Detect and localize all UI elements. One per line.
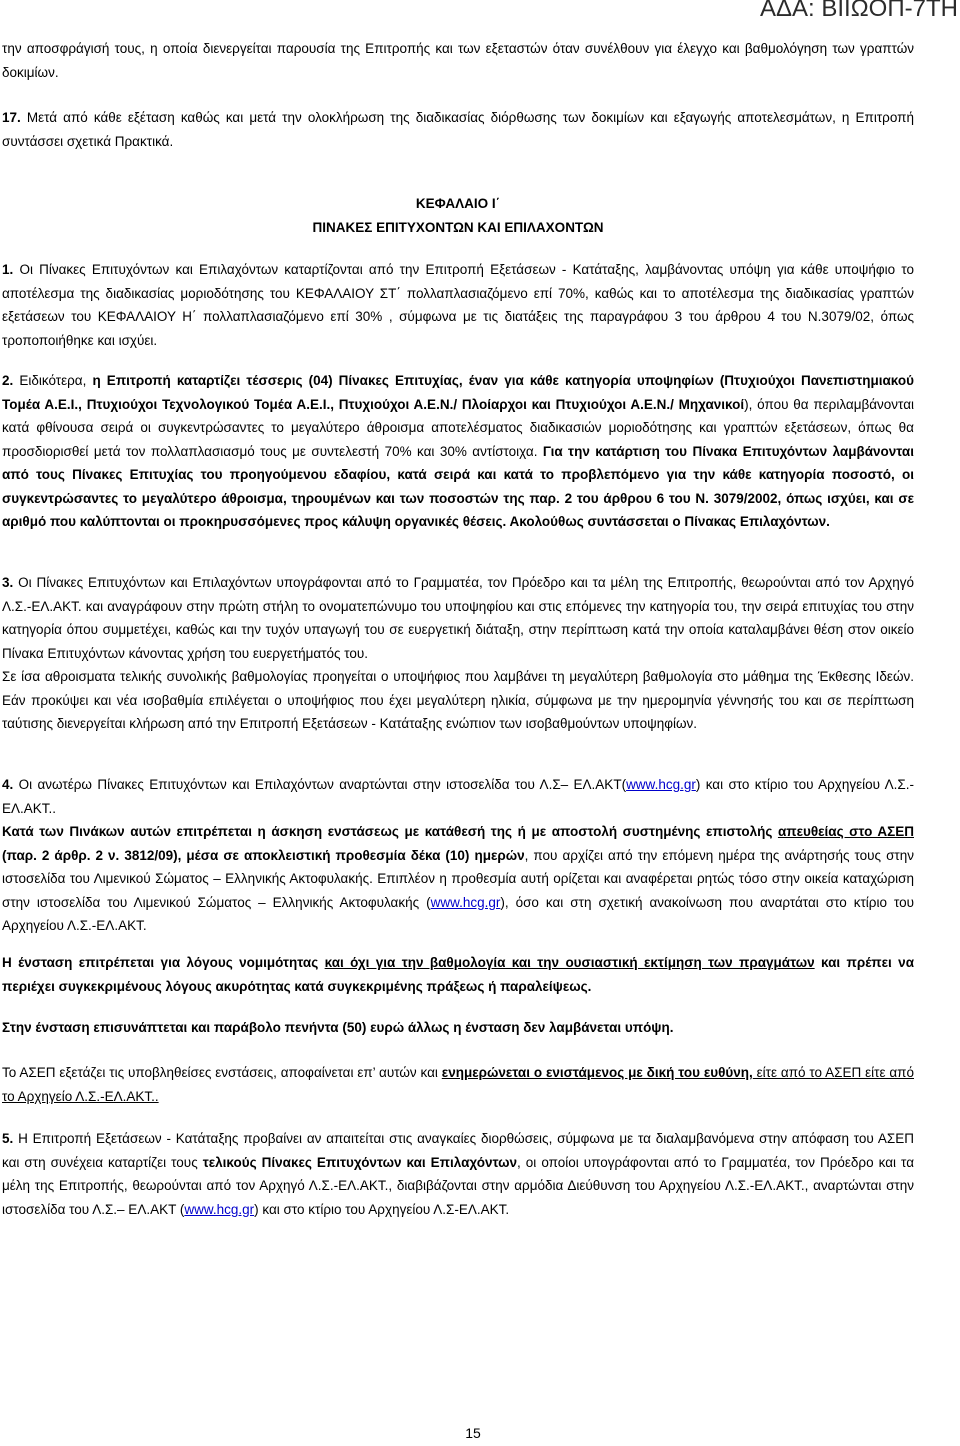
paragraph-4-text-d: ), όσο και στη σχετική ανακοίνωση που αναρτάται στο κτίριο του Αρχηγείου Λ.Σ.-ΕΛ.ΑΚΤ. [2,894,914,933]
paragraph-2-bold-a: η Επιτροπή καταρτίζει τέσσερις (04) Πίνακες Επιτυχίας, έναν για κάθε κατηγορία υποψηφίων (Πτυχιούχοι Πανεπιστημιακού Τομέα Α.Ε.Ι., Πτυχιούχοι Τεχνολογικού Τομέα Α.Ε.Ι., Πτυχιούχοι Α.Ε.Ν./ Πλοίαρχοι και Πτυχιούχοι Α.Ε.Ν./ Μηχανικοί [2,373,914,412]
fee-text: Στην ένσταση επισυνάπτεται και παράβολο πενήντα (50) ευρώ άλλως η ένσταση δεν λαμβάνεται υπόψη. [2,1020,674,1035]
paragraph-4-bold-a: Κατά των Πινάκων αυτών επιτρέπεται η άσκηση ενστάσεως με κατάθεσή της ή με αποστολή συστημένης επιστολής [2,824,778,839]
objection-bold-a: Η ένσταση επιτρέπεται για λόγους νομιμότητας [2,955,325,970]
paragraph-4-bold-underline: απευθείας στο ΑΣΕΠ [777,824,914,839]
paragraph-1-text: Οι Πίνακες Επιτυχόντων και Επιλαχόντων καταρτίζονται από την Επιτροπή Εξετάσεων - Κατάταξης, λαμβάνοντας υπόψη για κάθε υποψήφιο το αποτέλεσμα της διαδικασίας μοριοδότησης του ΚΕΦΑΛΑΙΟΥ ΣΤ΄ πολλαπλασιαζόμενο επί 70%, καθώς και το αποτέλεσμα της διαδικασίας γραπτών εξετάσεων του ΚΕΦΑΛΑΙΟΥ Η΄ πολλαπλασιαζόμενο επί 30% , σύμφωνα με τις διατάξεις της παραγράφου 3 του άρθρου 4 του Ν.3079/02, όπως τροποποιήθηκε και ισχύει. [2,262,914,348]
paragraph-3-number: 3. [2,575,14,590]
objection-bold-b: και πρέπει να περιέχει συγκεκριμένους λόγους ακυρότητας κατά συγκεκριμένης πράξεως ή παραλείψεως. [2,955,914,994]
objection-grounds [2,951,914,998]
paragraph-17 [2,106,914,153]
asep-bold-underline: ενημερώνεται ο ενιστάμενος με δική του ευθύνη, [441,1065,753,1080]
paragraph-2-bold-b: Για την κατάρτιση του Πίνακα Επιτυχόντων λαμβάνονται από τους Πίνακες Επιτυχίας του προηγούμενου εδαφίου, κατά σειρά και κατά το προβλεπόμενο για την κάθε κατηγορία ποσοστό, οι συγκεντρώσαντες το μεγαλύτερο άθροισμα, τηρουμένων και των ποσοστών της παρ. 2 του άρθρου 6 του Ν. 3079/2002, όπως ισχύει, και σε αριθμό που καλύπτονται οι προκηρυσσόμενες προς κάλυψη οργανικές θέσεις. Ακολούθως συντάσσεται ο Πίνακας Επιλαχόντων. [2,443,914,529]
paragraph-3 [2,571,914,736]
ada-header: ΑΔΑ: ΒΙΙΩΟΠ-7ΤΗ [760,0,958,22]
paragraph-3-tiebreak: Σε ίσα αθροισματα τελικής συνολικής βαθμολογίας προηγείται ο υποψήφιος που λαμβάνει τη μεγαλύτερη βαθμολογία στο μάθημα της Έκθεσης Ιδεών. Εάν προκύψει και νέα ισοβαθμία επιλέγεται ο υποψήφιος που έχει μεγαλύτερη ηλικία, σύμφωνα με την ημερομηνία γέννησής του και σε περίπτωση ταύτισης διενεργείται κλήρωση από την Επιτροπή Εξετάσεων - Κατάταξης ενώπιον των ισοβαθμούντων υποψηφίων. [2,669,914,731]
paragraph-1-number: 1. [2,262,14,277]
chapter-heading [2,192,914,239]
paragraph-2-text-b: ), όπου θα περιλαμβάνονται κατά φθίνουσα σειρά οι συγκεντρώσαντες το μεγαλύτερο άθροισμα αποτελέσματος διαδικασιών μοριοδότησης και γραπτών εξετάσεων, όπως θα προσδιορισθεί μετά τον πολλαπλασιασμό τους με συντελεστή 70% και 30% αντίστοιχα. [2,396,914,459]
hcg-link-2[interactable]: www.hcg.gr [430,894,501,910]
paragraph-1 [2,258,914,352]
paragraph-continuation: την αποσφράγισή τους, η οποία διενεργείται παρουσία της Επιτροπής και των εξεταστών όταν συνέλθουν για έλεγχο και βαθμολόγηση των γραπτών δοκιμίων. [2,41,914,80]
paragraph-5-text-a: Η Επιτροπή Εξετάσεων - Κατάταξης προβαίνει αν απαιτείται στις αναγκαίες διορθώσεις, σύμφωνα με τα διαλαμβανόμενα στην απόφαση του ΑΣΕΠ και στη συνέχεια καταρτίζει τους [2,1131,914,1170]
paragraph-4-text-a: Οι ανωτέρω Πίνακες Επιτυχόντων και Επιλαχόντων αναρτώνται στην ιστοσελίδα του Λ.Σ– ΕΛ.ΑΚΤ( [13,777,627,792]
paragraph-5-bold: τελικούς Πίνακες Επιτυχόντων και Επιλαχόντων [202,1154,518,1170]
paragraph-4-number: 4. [2,777,14,792]
paragraph-17-number: 17. [2,110,21,125]
asep-underline: είτε από το ΑΣΕΠ είτε από το Αρχηγείο Λ.Σ.-ΕΛ.ΑΚΤ.. [2,1065,915,1104]
asep-text: Το ΑΣΕΠ εξετάζει τις υποβληθείσες ενστάσεις, αποφαίνεται επ’ αυτών και [2,1065,442,1080]
asep-review [2,1061,914,1108]
page-number: 15 [465,1425,481,1441]
paragraph-4-bold-b: (παρ. 2 άρθρ. 2 ν. 3812/09), μέσα σε αποκλειστική προθεσμία δέκα (10) ημερών [2,847,525,863]
paragraph-2-number: 2. [2,373,14,388]
paragraph-4-main [2,773,914,820]
paragraph-5-number: 5. [2,1131,14,1146]
hcg-link-3[interactable]: www.hcg.gr [184,1201,255,1217]
paragraph-4-objection [2,820,914,938]
paragraph-3-main [2,571,914,665]
paragraph-3-text: Οι Πίνακες Επιτυχόντων και Επιλαχόντων υπογράφονται από το Γραμματέα, τον Πρόεδρο και τα μέλη της Επιτροπής, θεωρούνται από τον Αρχηγό Λ.Σ.-ΕΛ.ΑΚΤ. και αναγράφουν στην πρώτη στήλη το ονοματεπώνυμο του υποψηφίου και στις επόμενες την κατηγορία του, την σειρά επιτυχίας του στην κατηγορία όπου συμμετέχει, καθώς και την τυχόν υπαγωγή του σε ευεργετική διάταξη, στην περίπτωση κατά την οποία καταλαμβάνει θέση στον οικείο Πίνακα Επιτυχόντων κάνοντας χρήση του ευεργετήματός του. [2,575,914,661]
chapter-title: ΚΕΦΑΛΑΙΟ Ι΄ [415,196,501,211]
paragraph-17-text: Μετά από κάθε εξέταση καθώς και μετά την ολοκλήρωση της διαδικασίας διόρθωσης των δοκιμίων και εξαγωγής αποτελεσμάτων, η Επιτροπή συντάσσει σχετικά Πρακτικά. [2,110,914,149]
chapter-subtitle: ΠΙΝΑΚΕΣ ΕΠΙΤΥΧΟΝΤΩΝ ΚΑΙ ΕΠΙΛΑΧΟΝΤΩΝ [312,219,604,235]
paragraph-4-text-c: , που αρχίζει από την επόμενη ημέρα της ανάρτησής τους στην ιστοσελίδα του Λιμενικού Σώματος – Ελληνικής Ακτοφυλακής. Επιπλέον η προθεσμία αυτή ορίζεται και αναφέρεται ρητώς τόσο στην οικεία καταχώριση στην ιστοσελίδα του Λιμενικού Σώματος – Ελληνικής Ακτοφυλακής ( [2,847,914,910]
paragraph-2-text-a: Ειδικότερα, [13,373,93,388]
paragraph-4 [2,773,914,938]
paragraph-5-text-c: ) και στο κτίριο του Αρχηγείου Λ.Σ-ΕΛ.ΑΚΤ. [254,1201,510,1217]
fee-notice [2,1016,914,1040]
paragraph-5 [2,1127,914,1221]
paragraph-4-text-b: ) και στο κτίριο του Αρχηγείου Λ.Σ.-ΕΛ.ΑΚΤ.. [2,777,914,816]
objection-bold-underline: και όχι για την βαθμολογία και την ουσιαστική εκτίμηση των πραγμάτων [324,955,815,970]
hcg-link[interactable]: www.hcg.gr [626,777,696,792]
paragraph-5-text-b: , οι οποίοι υπογράφονται από το Γραμματέα, τον Πρόεδρο και τα μέλη της Επιτροπής, θεωρούνται από τον Αρχηγό Λ.Σ.-ΕΛ.ΑΚΤ., διαβιβάζονται στην αρμόδια Διεύθυνση του Αρχηγείου Λ.Σ.-ΕΛ.ΑΚΤ., αναρτώνται στην ιστοσελίδα του Λ.Σ.– ΕΛ.ΑΚΤ ( [2,1154,914,1217]
paragraph-2 [2,369,914,534]
